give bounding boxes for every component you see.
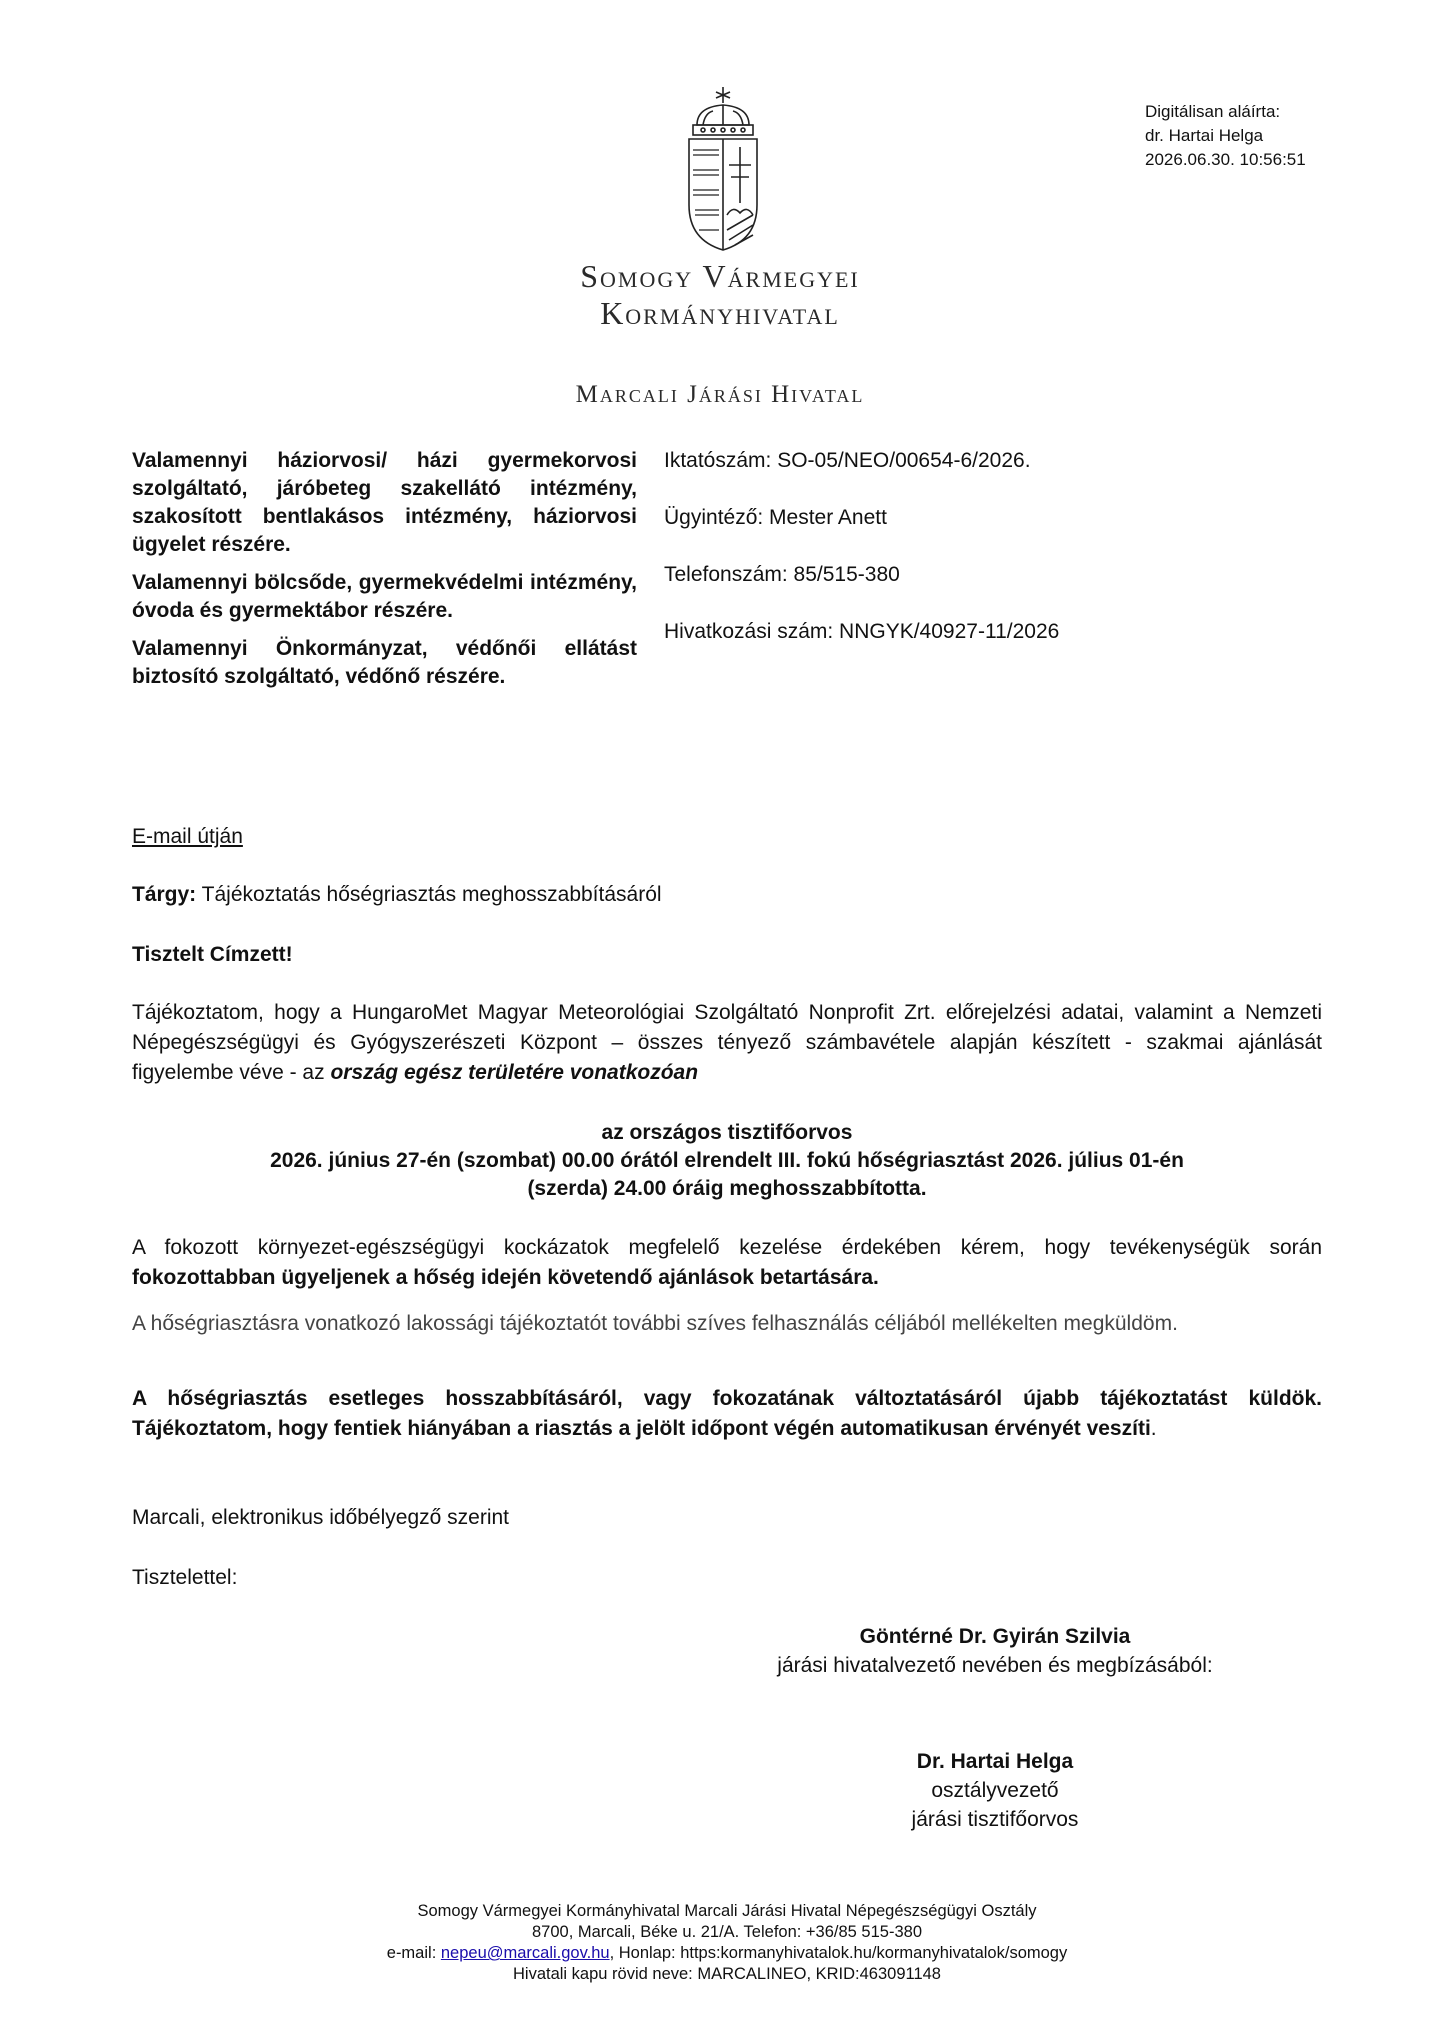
addressee-block <box>132 447 637 701</box>
paragraph-2-text: A fokozott környezet-egészségügyi kockázatok megfelelő kezelése érdekében kérem, hogy tevékenységük során <box>132 1236 1322 1259</box>
salutation: Tisztelt Címzett! <box>132 943 293 966</box>
signature-line-2: dr. Hartai Helga <box>1145 126 1264 145</box>
document-meta <box>664 447 1059 675</box>
phone-number: Telefonszám: 85/515-380 <box>664 563 900 586</box>
announcement-line-2: 2026. június 27-én (szombat) 00.00 órától elrendelt III. fokú hőségriasztást 2026. július 01-én (szerda) 24.00 óráig meghosszabbította. <box>270 1149 1184 1200</box>
footer <box>132 1901 1322 1985</box>
signer-2-role-1: osztályvezető <box>931 1779 1059 1802</box>
org-line-1: Somogy Vármegyei <box>580 258 860 294</box>
signer-1-role: járási hivatalvezető nevében és megbízásából: <box>777 1654 1213 1677</box>
signer-2-role-2: járási tisztifőorvos <box>911 1808 1079 1831</box>
signer-2-block <box>830 1747 1160 1834</box>
footer-line-1: Somogy Vármegyei Kormányhivatal Marcali Járási Hivatal Népegészségügyi Osztály <box>417 1902 1037 1920</box>
signer-1-name: Göntérné Dr. Gyirán Szilvia <box>859 1625 1131 1648</box>
closing: Tisztelettel: <box>132 1566 238 1589</box>
paragraph-1-emphasis: ország egész területére vonatkozóan <box>330 1061 699 1084</box>
signer-2-name: Dr. Hartai Helga <box>916 1750 1074 1773</box>
organization-name <box>470 258 970 332</box>
footer-email-label: e-mail: <box>386 1944 441 1962</box>
footer-email-link[interactable]: nepeu@marcali.gov.hu <box>440 1944 610 1962</box>
announcement-line-1: az országos tisztifőorvos <box>601 1121 853 1144</box>
paragraph-1-text: Tájékoztatom, hogy a HungaroMet Magyar Meteorológiai Szolgáltató Nonprofit Zrt. előrejelzési adatai, valamint a Nemzeti Népegészségügyi és Gyógyszerészeti Központ – összes tényező számbavétele alapján készített - szakmai ajánlását figyelembe véve - az <box>132 1001 1322 1084</box>
announcement-block <box>132 1119 1322 1203</box>
subject-line <box>132 880 1322 910</box>
signature-timestamp: 2026.06.30. 10:56:51 <box>1145 150 1306 169</box>
digital-signature-block <box>1145 100 1306 172</box>
office-name: Marcali Járási Hivatal <box>575 381 865 408</box>
delivery-method: E-mail útján <box>132 825 243 848</box>
reference-number: Iktatószám: SO-05/NEO/00654-6/2026. <box>664 449 1031 472</box>
paragraph-4-end: . <box>1150 1417 1157 1440</box>
addressee-3: Valamennyi Önkormányzat, védőnői ellátást biztosító szolgáltató, védőnő részére. <box>132 637 637 688</box>
citation-number: Hivatkozási szám: NNGYK/40927-11/2026 <box>664 620 1060 643</box>
paragraph-4 <box>132 1384 1322 1444</box>
footer-line-4: Hivatali kapu rövid neve: MARCALINEO, KRID:463091148 <box>513 1965 941 1983</box>
subject-text: Tájékoztatás hőségriasztás meghosszabbításáról <box>196 883 662 906</box>
place-and-date: Marcali, elektronikus időbélyegző szerint <box>132 1506 510 1529</box>
addressee-1: Valamennyi háziorvosi/ házi gyermekorvosi szolgáltató, járóbeteg szakellátó intézmény, szakosított bentlakásos intézmény, háziorvosi ügyelet részére. <box>132 449 637 556</box>
signer-1-block <box>700 1622 1290 1680</box>
footer-line-2: 8700, Marcali, Béke u. 21/A. Telefon: +36/85 515-380 <box>531 1923 922 1941</box>
signature-line-1: Digitálisan aláírta: <box>1145 102 1281 121</box>
addressee-2: Valamennyi bölcsőde, gyermekvédelmi intézmény, óvoda és gyermektábor részére. <box>132 571 637 622</box>
footer-homepage: , Honlap: https:kormanyhivatalok.hu/kormanyhivatalok/somogy <box>609 1944 1068 1962</box>
paragraph-2-bold: fokozottabban ügyeljenek a hőség idején követendő ajánlások betartására. <box>132 1266 879 1289</box>
paragraph-1 <box>132 998 1322 1088</box>
subject-label: Tárgy: <box>132 883 197 906</box>
org-line-2: Kormányhivatal <box>600 295 840 331</box>
footer-line-3 <box>132 1943 1322 1964</box>
paragraph-4-bold: A hőségriasztás esetleges hosszabbításáról, vagy fokozatának változtatásáról újabb tájékoztatást küldök. Tájékoztatom, hogy fentiek hiányában a riasztás a jelölt időpont végén automatikusan érvényét veszíti <box>132 1387 1322 1440</box>
paragraph-2 <box>132 1233 1322 1293</box>
case-officer: Ügyintéző: Mester Anett <box>664 506 887 529</box>
paragraph-3: A hőségriasztásra vonatkozó lakossági tájékoztatót további szíves felhasználás céljából mellékelten megküldöm. <box>132 1312 1178 1335</box>
coat-of-arms-icon <box>683 85 763 255</box>
